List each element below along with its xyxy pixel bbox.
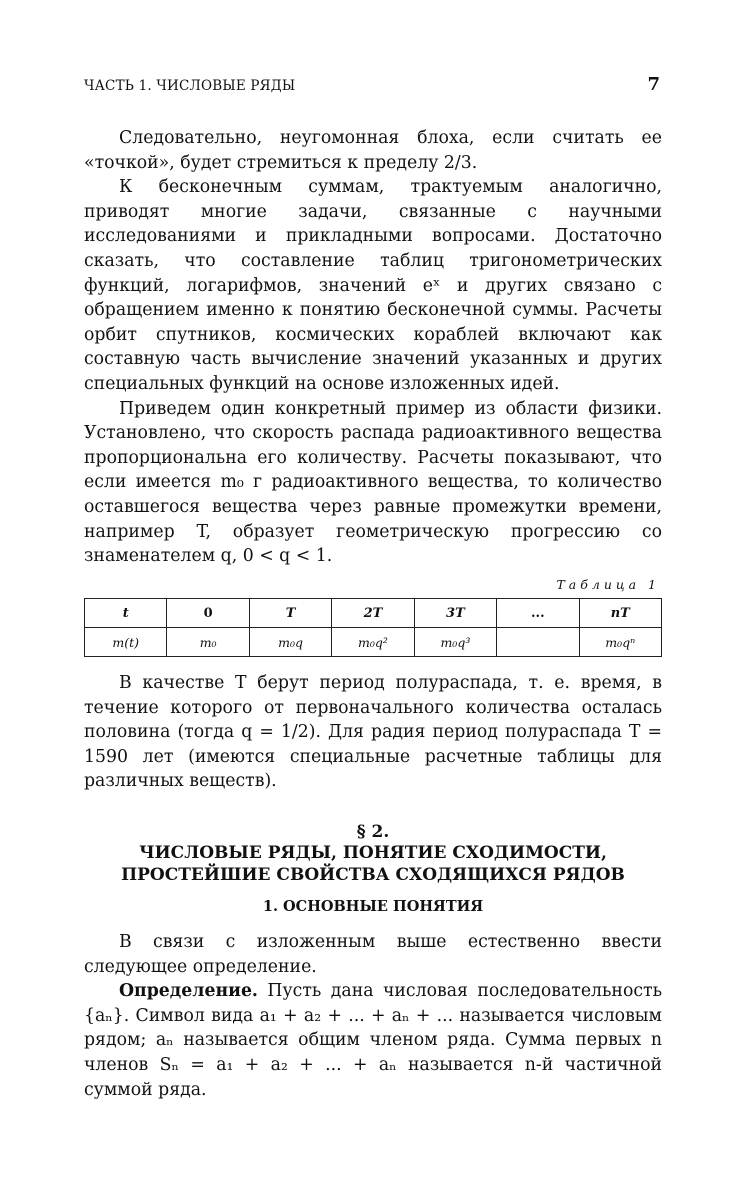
decay-table [84,598,662,657]
paragraph-half-life: В качестве T берут период полураспада, т. е. время, в течение которого от первоначального количества осталась половина (тогда q = 1/2). Для радия период полураспада T = 1590 лет (имеются специальные расчетные таблицы для различных веществ). [84,673,662,792]
table-value-cell: m₀qⁿ [579,628,661,657]
paragraph-intro-definition: В связи с изложенным выше естественно ввести следующее определение. [84,932,662,977]
table-value-cell [497,628,579,657]
table-header-cell: ... [497,599,579,628]
table-value-cell: m₀ [167,628,249,657]
table-header-cell: nT [579,599,661,628]
definition-term: Определение. [119,981,258,1002]
table-header-cell: t [85,599,167,628]
section-title-line: ПРОСТЕЙШИЕ СВОЙСТВА СХОДЯЩИХСЯ РЯДОВ [121,865,625,885]
table-value-cell: m(t) [85,628,167,657]
paragraph-radioactive-decay: Приведем один конкретный пример из области физики. Установлено, что скорость распада радиоактивного вещества пропорциональна его количеству. Расчеты показывают, что если имеется m₀ г радиоактивного вещества, то количество оставшегося вещества через равные промежутки времени, например T, образует геометрическую прогрессию со знаменателем q, 0 < q < 1. [84,398,662,567]
table-header-cell: 0 [167,599,249,628]
text-block-intro [84,126,662,569]
table-value-cell: m₀q [249,628,331,657]
definition-text: Пусть дана числовая последовательность {aₙ}. Символ вида a₁ + a₂ + ... + aₙ + ... называется числовым рядом; aₙ называется общим членом ряда. Сумма первых n членов Sₙ = a₁ + a₂ + ... + aₙ называется n-й частичной суммой ряда. [84,981,662,1100]
table-header-row [85,599,662,628]
table-header-cell: T [249,599,331,628]
table-value-cell: m₀q² [332,628,414,657]
section-number: § 2. [356,822,390,842]
running-head: ЧАСТЬ 1. ЧИСЛОВЫЕ РЯДЫ [84,78,296,94]
text-block-definition [84,930,662,1102]
paragraph-definition [84,979,662,1102]
subsection-heading: 1. ОСНОВНЫЕ ПОНЯТИЯ [262,898,484,915]
page-number: 7 [647,74,660,95]
table-caption: Таблица 1 [556,577,660,592]
table-values-row [85,628,662,657]
paragraph-infinite-sums: К бесконечным суммам, трактуемым аналогично, приводят многие задачи, связанные с научными исследованиями и прикладными вопросами. Достаточно сказать, что составление таблиц тригонометрических функций, логарифмов, значений eˣ и других связано с обращением именно к понятию бесконечной суммы. Расчеты орбит спутников, космических кораблей включают как составную часть вычисление значений указанных и других специальных функций на основе изложенных идей. [84,177,662,394]
section-title-line: ЧИСЛОВЫЕ РЯДЫ, ПОНЯТИЕ СХОДИМОСТИ, [139,843,607,863]
table-value-cell: m₀q³ [414,628,496,657]
table-header-cell: 3T [414,599,496,628]
section-heading [84,822,662,886]
paragraph-flea-limit: Следовательно, неугомонная блоха, если считать ее «точкой», будет стремиться к пределу 2/3. [84,128,662,173]
table-header-cell: 2T [332,599,414,628]
text-block-half-life [84,671,662,794]
